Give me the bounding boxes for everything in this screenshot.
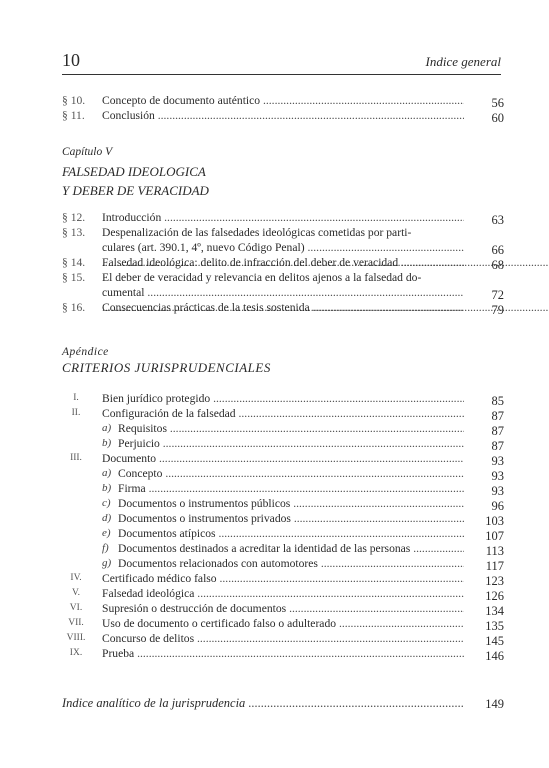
sub-letter: c) — [102, 497, 111, 509]
entry-title-line: Despenalización de las falsedades ideológicas cometidas por parti- — [102, 226, 412, 239]
roman-numeral: V. — [71, 588, 80, 598]
entry-title: Falsedad ideológica: delito de infracción del deber de veracidad ..... — [102, 255, 464, 270]
toc-entry — [62, 270, 504, 300]
roman-numeral: IV. — [70, 573, 82, 583]
entry-page: 85 — [491, 394, 504, 408]
toc-entry — [62, 556, 504, 571]
appendix-label: Apéndice — [62, 346, 109, 358]
entry-title: Configuración de la falsedad ..... — [102, 406, 464, 421]
section-number: § 13. — [62, 226, 86, 239]
section-number: § 15. — [62, 271, 86, 284]
entry-page: 66 — [491, 243, 504, 257]
toc-entry — [62, 406, 504, 421]
entry-title: Certificado médico falso ..... — [102, 571, 464, 586]
toc-entry — [62, 631, 504, 646]
toc-entry — [62, 496, 504, 511]
entry-title: Conclusión ..... — [102, 108, 464, 123]
section-number: § 10. — [62, 94, 86, 107]
entry-page: 63 — [491, 213, 504, 227]
toc-entry — [62, 225, 504, 255]
entry-page: 135 — [485, 619, 504, 633]
toc-entry — [62, 541, 504, 556]
entry-page: 60 — [491, 111, 504, 125]
entry-title: Firma ..... — [118, 481, 464, 496]
toc-entry — [62, 466, 504, 481]
section-number: § 11. — [62, 109, 85, 122]
roman-numeral: VII. — [68, 618, 84, 628]
entry-title: Falsedad ideológica ..... — [102, 586, 464, 601]
toc-entry — [62, 210, 504, 225]
toc-entry — [62, 616, 504, 631]
toc-entry — [62, 436, 504, 451]
entry-page: 123 — [485, 574, 504, 588]
entry-title: Consecuencias prácticas de la tesis sostenida ..... — [102, 300, 464, 315]
toc-entry — [62, 571, 504, 586]
toc-section-chapter5 — [62, 210, 504, 315]
entry-page: 93 — [491, 469, 504, 483]
entry-page: 117 — [485, 559, 504, 573]
entry-title: Introducción ..... — [102, 210, 464, 225]
toc-entry — [62, 526, 504, 541]
roman-numeral: VIII. — [66, 633, 86, 643]
chapter-title-line-1: FALSEDAD IDEOLOGICA — [62, 164, 206, 179]
section-number: § 16. — [62, 301, 86, 314]
sub-letter: d) — [102, 512, 112, 524]
entry-page: 126 — [485, 589, 504, 603]
entry-title: Requisitos ..... — [118, 421, 464, 436]
entry-title: Concurso de delitos ..... — [102, 631, 464, 646]
entry-page: 79 — [491, 303, 504, 317]
entry-page: 113 — [485, 544, 504, 558]
entry-title-line: El deber de veracidad y relevancia en delitos ajenos a la falsedad do- — [102, 271, 422, 284]
toc-entry-index — [62, 695, 504, 711]
entry-title: Documentos o instrumentos privados ..... — [118, 511, 464, 526]
chapter-title-line-2: Y DEBER DE VERACIDAD — [62, 183, 209, 198]
entry-title: Indice analítico de la jurisprudencia ..... — [62, 695, 464, 711]
toc-entry — [62, 255, 504, 270]
toc-entry — [62, 451, 504, 466]
entry-title: Concepto de documento auténtico ..... — [102, 93, 464, 108]
entry-page: 149 — [485, 697, 504, 711]
entry-title-line: cumental ..... — [102, 285, 464, 300]
entry-title: Documentos atípicos ..... — [118, 526, 464, 541]
entry-page: 103 — [485, 514, 504, 528]
chapter-label: Capítulo V — [62, 146, 113, 158]
entry-page: 96 — [491, 499, 504, 513]
toc-entry — [62, 391, 504, 406]
entry-page: 145 — [485, 634, 504, 648]
entry-title-line: culares (art. 390.1, 4º, nuevo Código Penal) ..... — [102, 240, 464, 255]
entry-title: Concepto ..... — [118, 466, 464, 481]
entry-page: 93 — [491, 484, 504, 498]
roman-numeral: II. — [71, 408, 81, 418]
entry-title: Perjuicio ..... — [118, 436, 464, 451]
entry-title: Documentos o instrumentos públicos ..... — [118, 496, 464, 511]
roman-numeral: IX. — [69, 648, 83, 658]
running-header-title: Indice general — [425, 54, 501, 69]
toc-entry — [62, 586, 504, 601]
entry-page: 87 — [491, 439, 504, 453]
entry-page: 146 — [485, 649, 504, 663]
toc-section-appendix — [62, 391, 504, 661]
roman-numeral: VI. — [69, 603, 83, 613]
sub-letter: e) — [102, 527, 111, 539]
entry-title: Uso de documento o certificado falso o adulterado ..... — [102, 616, 464, 631]
entry-page: 87 — [491, 409, 504, 423]
toc-entry — [62, 93, 504, 108]
appendix-title: CRITERIOS JURISPRUDENCIALES — [62, 360, 271, 375]
toc-entry — [62, 108, 504, 123]
entry-title: Supresión o destrucción de documentos ..... — [102, 601, 464, 616]
sub-letter: a) — [102, 422, 112, 434]
sub-letter: g) — [102, 557, 112, 569]
entry-title: Documento ..... — [102, 451, 464, 466]
section-number: § 12. — [62, 211, 86, 224]
section-number: § 14. — [62, 256, 86, 269]
entry-title: Prueba ..... — [102, 646, 464, 661]
toc-entry — [62, 421, 504, 436]
toc-entry — [62, 601, 504, 616]
sub-letter: b) — [102, 482, 112, 494]
sub-letter: b) — [102, 437, 112, 449]
entry-title: Bien jurídico protegido ..... — [102, 391, 464, 406]
page-number: 10 — [62, 50, 80, 70]
entry-title: Documentos destinados a acreditar la identidad de las personas ..... — [118, 541, 464, 556]
entry-page: 56 — [491, 96, 504, 110]
toc-entry — [62, 646, 504, 661]
entry-page: 93 — [491, 454, 504, 468]
page-header — [62, 48, 501, 75]
entry-page: 87 — [491, 424, 504, 438]
entry-page: 134 — [485, 604, 504, 618]
entry-title: Documentos relacionados con automotores ..... — [118, 556, 464, 571]
entry-page: 72 — [491, 288, 504, 302]
toc-entry — [62, 300, 504, 315]
roman-numeral: I. — [73, 393, 79, 403]
roman-numeral: III. — [70, 453, 82, 463]
toc-section-top — [62, 93, 504, 123]
sub-letter: a) — [102, 467, 112, 479]
sub-letter: f) — [102, 542, 109, 554]
toc-entry — [62, 481, 504, 496]
entry-page: 68 — [491, 258, 504, 272]
toc-entry — [62, 511, 504, 526]
entry-page: 107 — [485, 529, 504, 543]
